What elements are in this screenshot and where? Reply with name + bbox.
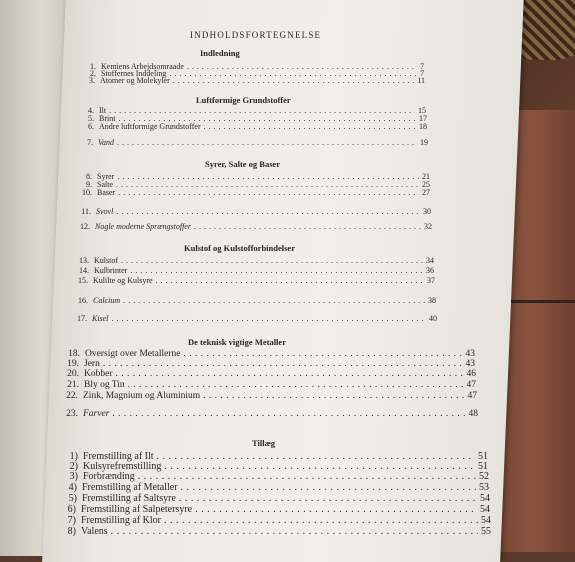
entry-number: 9. xyxy=(86,180,92,189)
toc-entry xyxy=(65,256,434,265)
section-heading: Syrer, Salte og Baser xyxy=(205,159,281,169)
leader-dots xyxy=(173,76,415,85)
section-heading: Kulstof og Kulstofforbindelser xyxy=(184,243,295,253)
entry-label: Syrer xyxy=(97,172,115,181)
page-title: INDHOLDSFORTEGNELSE xyxy=(190,30,322,40)
entry-number: 7. xyxy=(87,138,93,147)
toc-entry xyxy=(57,494,490,503)
toc-entry xyxy=(64,296,436,305)
leader-dots xyxy=(116,370,464,379)
entry-label: Calcium xyxy=(93,296,121,305)
toc-entry xyxy=(58,462,488,471)
toc-entry xyxy=(70,122,427,131)
entry-label: Kemiens Arbejdsomraade xyxy=(101,62,184,71)
leader-dots xyxy=(204,122,416,131)
toc-entry xyxy=(64,276,435,285)
toc-entry xyxy=(69,138,428,147)
entry-label: Andre luftformige Grundstoffer xyxy=(99,122,201,131)
toc-entry xyxy=(55,360,475,369)
entry-label: Baser xyxy=(97,188,116,197)
entry-page-number: 54 xyxy=(480,493,490,504)
leader-dots xyxy=(121,256,423,265)
toc-entry xyxy=(68,188,430,197)
toc-entry xyxy=(56,527,491,536)
entry-label: Zink, Magnium og Aluminium xyxy=(83,391,201,401)
entry-number: 4. xyxy=(88,106,94,115)
entry-page-number: 54 xyxy=(480,504,490,515)
entry-number: 6) xyxy=(67,504,76,515)
entry-number: 3. xyxy=(89,76,95,85)
entry-page-number: 43 xyxy=(465,359,475,369)
toc-entry xyxy=(56,516,491,525)
entry-page-number: 51 xyxy=(478,451,488,462)
entry-label: Kulstof xyxy=(94,256,118,265)
toc-entry xyxy=(54,410,478,419)
entry-label: Svovl xyxy=(96,207,114,216)
leader-dots xyxy=(103,360,463,369)
entry-label: Kulsyrefremstilling xyxy=(83,461,162,472)
entry-label: Vand xyxy=(98,138,114,147)
toc-entry xyxy=(67,207,431,216)
leader-dots xyxy=(138,472,476,481)
entry-label: Jern xyxy=(84,359,100,369)
leader-dots xyxy=(156,276,424,285)
entry-label: Ilt xyxy=(99,106,107,115)
toc-entry xyxy=(57,483,489,492)
toc-entry xyxy=(55,370,476,379)
entry-number: 23. xyxy=(66,409,78,419)
entry-page-number: 25 xyxy=(422,180,430,189)
entry-number: 4) xyxy=(68,482,77,493)
leader-dots xyxy=(164,516,478,525)
section-heading: Tillæg xyxy=(252,438,275,448)
entry-number: 1. xyxy=(90,62,96,71)
entry-number: 16. xyxy=(78,296,88,305)
entry-page-number: 27 xyxy=(422,188,430,197)
toc-entry xyxy=(63,314,437,323)
entry-page-number: 34 xyxy=(426,256,434,265)
toc-entry xyxy=(71,76,425,85)
leader-dots xyxy=(111,314,426,323)
entry-page-number: 47 xyxy=(466,380,476,390)
entry-page-number: 52 xyxy=(479,471,489,482)
leader-dots xyxy=(195,505,477,514)
entry-label: Stoffernes Inddeling xyxy=(101,69,167,78)
entry-label: Fremstilling af Klor xyxy=(81,515,161,526)
entry-page-number: 38 xyxy=(428,296,436,305)
entry-label: Kobber xyxy=(84,369,113,379)
entry-page-number: 30 xyxy=(423,207,431,216)
entry-number: 15. xyxy=(78,276,88,285)
entry-number: 14. xyxy=(79,266,89,275)
entry-label: Kulbrinter xyxy=(94,266,128,275)
section-heading: Luftformige Grundstoffer xyxy=(196,95,291,105)
entry-page-number: 32 xyxy=(424,222,432,231)
leader-dots xyxy=(128,381,464,390)
entry-number: 12. xyxy=(80,222,90,231)
entry-page-number: 17 xyxy=(419,114,427,123)
entry-number: 22. xyxy=(66,391,78,401)
entry-page-number: 48 xyxy=(468,409,478,419)
entry-label: Kisel xyxy=(92,314,109,323)
entry-number: 10. xyxy=(82,188,92,197)
toc-entry xyxy=(65,266,434,275)
entry-number: 17. xyxy=(77,314,87,323)
entry-label: Brint xyxy=(99,114,116,123)
entry-number: 19. xyxy=(67,359,79,369)
entry-page-number: 7 xyxy=(420,69,424,78)
entry-page-number: 15 xyxy=(418,106,426,115)
entry-page-number: 46 xyxy=(466,369,476,379)
toc-entry xyxy=(58,472,489,481)
leader-dots xyxy=(164,462,475,471)
leader-dots xyxy=(157,452,475,461)
entry-label: Farver xyxy=(83,409,110,419)
entry-page-number: 47 xyxy=(467,391,477,401)
leader-dots xyxy=(184,350,463,359)
entry-number: 8. xyxy=(86,172,92,181)
section-heading: De teknisk vigtige Metaller xyxy=(188,337,286,347)
entry-label: Atomer og Molekyler xyxy=(100,76,170,85)
section-heading: Indledning xyxy=(200,48,240,58)
toc-entry xyxy=(66,222,432,231)
entry-page-number: 53 xyxy=(479,482,489,493)
entry-label: Fremstilling af Metaller xyxy=(82,482,178,493)
entry-number: 5. xyxy=(88,114,94,123)
leader-dots xyxy=(203,392,464,401)
leader-dots xyxy=(116,207,420,216)
entry-number: 2. xyxy=(90,69,96,78)
entry-label: Fremstilling af Saltsyre xyxy=(82,493,176,504)
leader-dots xyxy=(179,494,477,503)
entry-number: 5) xyxy=(68,493,77,504)
toc-entry xyxy=(56,350,475,359)
entry-number: 6. xyxy=(88,122,94,131)
leader-dots xyxy=(117,138,417,147)
entry-page-number: 11 xyxy=(417,76,425,85)
entry-number: 1) xyxy=(69,451,78,462)
leader-dots xyxy=(111,527,478,536)
entry-label: Forbrænding xyxy=(83,471,135,482)
leader-dots xyxy=(123,296,425,305)
entry-number: 20. xyxy=(67,369,79,379)
entry-page-number: 19 xyxy=(420,138,428,147)
entry-page-number: 21 xyxy=(422,172,430,181)
entry-page-number: 37 xyxy=(427,276,435,285)
entry-page-number: 18 xyxy=(419,122,427,131)
toc-entry xyxy=(55,381,476,390)
entry-number: 7) xyxy=(67,515,76,526)
entry-page-number: 51 xyxy=(478,461,488,472)
entry-number: 18. xyxy=(68,349,80,359)
leader-dots xyxy=(194,222,421,231)
toc-entry xyxy=(54,392,477,401)
toc-entry xyxy=(58,452,488,461)
entry-label: Bly og Tin xyxy=(84,380,125,390)
entry-number: 13. xyxy=(79,256,89,265)
entry-label: Fremstilling af Salpetersyre xyxy=(81,504,193,515)
leader-dots xyxy=(181,483,476,492)
entry-number: 3) xyxy=(69,471,78,482)
leader-dots xyxy=(118,188,419,197)
entry-label: Nogle moderne Sprængstoffer xyxy=(95,222,191,231)
entry-label: Salte xyxy=(97,180,113,189)
entry-number: 21. xyxy=(67,380,79,390)
entry-page-number: 54 xyxy=(481,515,491,526)
toc-entry xyxy=(56,505,490,514)
entry-page-number: 40 xyxy=(429,314,437,323)
entry-label: Oversigt over Metallerne xyxy=(85,349,181,359)
entry-label: Valens xyxy=(81,526,108,537)
entry-page-number: 36 xyxy=(426,266,434,275)
entry-number: 11. xyxy=(81,207,91,216)
leader-dots xyxy=(112,410,465,419)
entry-label: Fremstilling af Ilt xyxy=(83,451,154,462)
entry-page-number: 7 xyxy=(420,62,424,71)
leader-dots xyxy=(130,266,423,275)
entry-page-number: 55 xyxy=(481,526,491,537)
entry-page-number: 43 xyxy=(465,349,475,359)
entry-label: Kulilte og Kulsyre xyxy=(93,276,153,285)
entry-number: 2) xyxy=(69,461,78,472)
entry-number: 8) xyxy=(67,526,76,537)
